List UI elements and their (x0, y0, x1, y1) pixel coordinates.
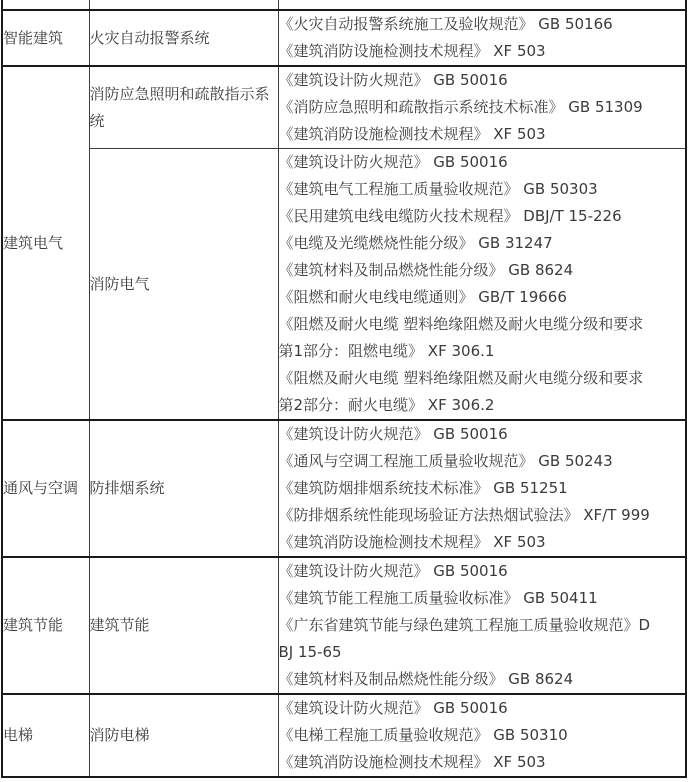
system-cell: 防排烟系统 (89, 420, 278, 557)
standard-line: 《建筑消防设施检测技术规程》 XF 503 (278, 533, 546, 551)
standard-line: 《建筑消防设施检测技术规程》 XF 503 (278, 125, 546, 143)
standard-line: 第1部分：阻燃电缆》 XF 306.1 (278, 342, 495, 360)
standard-line: 《阻燃和耐火电线电缆通则》 GB/T 19666 (278, 288, 567, 306)
standard-line: 《电缆及光缆燃烧性能分级》 GB 31247 (278, 234, 553, 252)
standards-cell (278, 420, 686, 557)
category-cell: 建筑节能 (2, 557, 89, 694)
standard-line: 《消防应急照明和疏散指示系统技术标准》 GB 51309 (278, 98, 643, 116)
standards-cell (278, 66, 686, 149)
standard-line: 第2部分：耐火电缆》 XF 306.2 (278, 396, 495, 414)
table-row (2, 10, 686, 66)
standard-line: 《阻燃及耐火电缆 塑料绝缘阻燃及耐火电缆分级和要求 (278, 315, 644, 333)
standard-line: 《火灾自动报警系统施工及验收规范》 GB 50166 (278, 15, 613, 33)
standard-line: 《建筑设计防火规范》 GB 50016 (278, 699, 508, 717)
system-cell: 建筑节能 (89, 557, 278, 694)
table-row (2, 557, 686, 694)
table-row (2, 66, 686, 149)
category-cell: 电梯 (2, 694, 89, 777)
standards-cell (278, 149, 686, 421)
category-cell: 建筑电气 (2, 66, 89, 420)
system-cell: 消防应急照明和疏散指示系统 (89, 66, 278, 149)
category-cell: 通风与空调 (2, 420, 89, 557)
standards-table (1, 0, 687, 778)
system-cell: 火灾自动报警系统 (89, 10, 278, 66)
standard-line: 《阻燃及耐火电缆 塑料绝缘阻燃及耐火电缆分级和要求 (278, 369, 644, 387)
standard-line: 《建筑材料及制品燃烧性能分级》 GB 8624 (278, 261, 574, 279)
standard-line: 《建筑设计防火规范》 GB 50016 (278, 562, 508, 580)
standards-table-body (2, 0, 686, 777)
category-cell: 智能建筑 (2, 10, 89, 66)
standard-line: 《民用建筑电线电缆防火技术规程》 DBJ/T 15-226 (278, 207, 622, 225)
empty-cell (89, 0, 278, 10)
standard-line: 《建筑消防设施检测技术规程》 XF 503 (278, 42, 546, 60)
standard-line: 《建筑防烟排烟系统技术标准》 GB 51251 (278, 479, 568, 497)
standard-line: 《通风与空调工程施工质量验收规范》 GB 50243 (278, 452, 613, 470)
standard-line: 《防排烟系统性能现场验证方法热烟试验法》 XF/T 999 (278, 506, 650, 524)
standard-line: BJ 15-65 (278, 643, 342, 661)
system-cell: 消防电气 (89, 149, 278, 421)
empty-cell (278, 0, 686, 10)
standard-line: 《建筑消防设施检测技术规程》 XF 503 (278, 753, 546, 771)
standard-line: 《电梯工程施工质量验收规范》 GB 50310 (278, 726, 568, 744)
standard-line: 《建筑设计防火规范》 GB 50016 (278, 425, 508, 443)
table-row (2, 420, 686, 557)
standard-line: 《建筑节能工程施工质量验收标准》 GB 50411 (278, 589, 598, 607)
standard-line: 《建筑设计防火规范》 GB 50016 (278, 71, 508, 89)
standard-line: 《建筑设计防火规范》 GB 50016 (278, 153, 508, 171)
empty-cell (2, 0, 89, 10)
standards-cell (278, 557, 686, 694)
standards-cell (278, 694, 686, 777)
table-row (2, 149, 686, 421)
standard-line: 《广东省建筑节能与绿色建筑工程施工质量验收规范》D (278, 616, 651, 634)
partial-top-row (2, 0, 686, 10)
standard-line: 《建筑电气工程施工质量验收规范》 GB 50303 (278, 180, 598, 198)
standards-cell (278, 10, 686, 66)
system-cell: 消防电梯 (89, 694, 278, 777)
standard-line: 《建筑材料及制品燃烧性能分级》 GB 8624 (278, 670, 574, 688)
table-row (2, 694, 686, 777)
